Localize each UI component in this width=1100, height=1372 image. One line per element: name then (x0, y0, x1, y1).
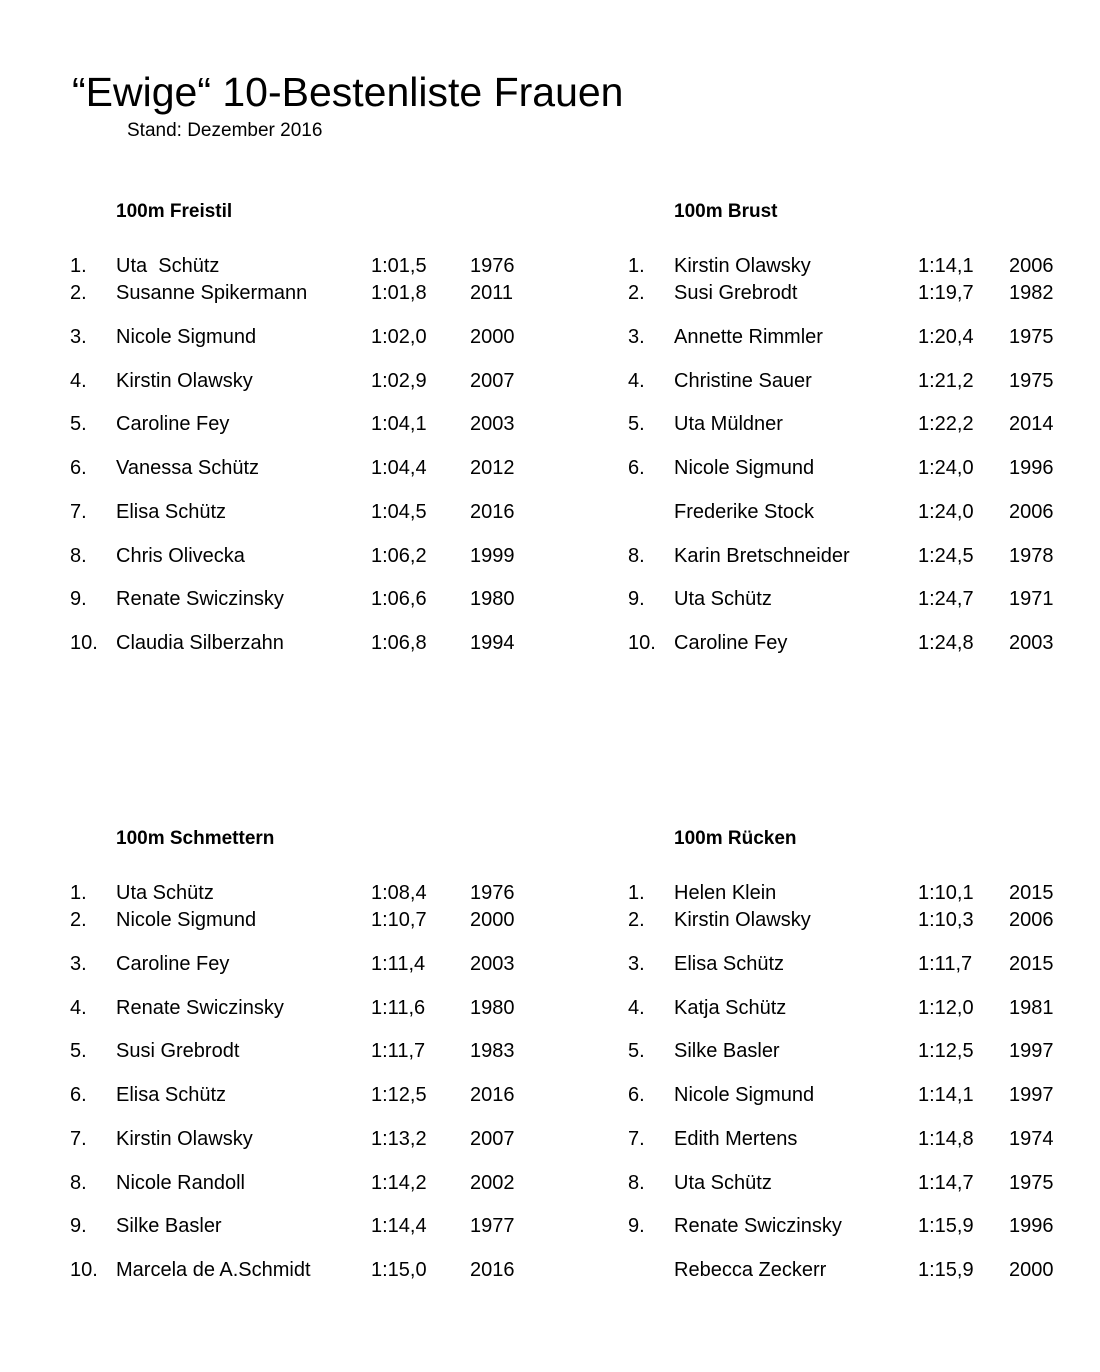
swim-time: 1:15,0 (371, 1259, 427, 1281)
rank-number: 3. (70, 326, 87, 348)
rank-number: 2. (70, 909, 87, 931)
swimmer-name: Elisa Schütz (116, 501, 227, 523)
record-year: 1971 (1009, 588, 1054, 610)
rank-number: 3. (628, 953, 645, 975)
record-year: 1983 (470, 1040, 515, 1062)
swim-time: 1:02,0 (371, 326, 427, 348)
record-year: 2015 (1009, 953, 1054, 975)
swimmer-name: Caroline Fey (674, 632, 788, 654)
swim-time: 1:12,5 (371, 1084, 427, 1106)
rank-number: 1. (628, 255, 645, 277)
record-year: 2000 (470, 909, 515, 931)
rank-number: 5. (70, 413, 87, 435)
record-year: 1976 (470, 882, 515, 904)
rank-number: 2. (628, 909, 645, 931)
rank-number: 8. (628, 545, 645, 567)
rank-number: 1. (628, 882, 645, 904)
swimmer-name: Uta Schütz (116, 882, 214, 904)
swimmer-name: Helen Klein (674, 882, 777, 904)
record-year: 2003 (1009, 632, 1054, 654)
swim-time: 1:01,8 (371, 282, 427, 304)
rank-number: 9. (70, 588, 87, 610)
swimmer-name: Kirstin Olawsky (674, 909, 811, 931)
swimmer-name: Uta Schütz (116, 255, 220, 277)
swim-time: 1:15,9 (918, 1215, 974, 1237)
swim-time: 1:24,8 (918, 632, 974, 654)
rank-number: 5. (628, 413, 645, 435)
swim-time: 1:04,4 (371, 457, 427, 479)
rank-number: 6. (70, 1084, 87, 1106)
swim-time: 1:12,5 (918, 1040, 974, 1062)
swim-time: 1:11,7 (918, 953, 973, 975)
record-year: 1997 (1009, 1084, 1054, 1106)
record-year: 2007 (470, 370, 515, 392)
swimmer-name: Renate Swiczinsky (116, 997, 284, 1019)
record-year: 1980 (470, 588, 515, 610)
record-year: 2007 (470, 1128, 515, 1150)
swim-time: 1:14,4 (371, 1215, 427, 1237)
swimmer-name: Vanessa Schütz (116, 457, 260, 479)
rank-number: 5. (70, 1040, 87, 1062)
rank-number: 7. (70, 1128, 87, 1150)
swim-time: 1:14,7 (918, 1172, 974, 1194)
rank-number: 9. (628, 1215, 645, 1237)
swim-time: 1:10,7 (371, 909, 427, 931)
record-year: 2016 (470, 1084, 515, 1106)
swimmer-name: Caroline Fey (116, 953, 230, 975)
record-year: 1980 (470, 997, 515, 1019)
swimmer-name: Elisa Schütz (674, 953, 785, 975)
swimmer-name: Chris Olivecka (116, 545, 245, 567)
record-year: 2011 (470, 282, 514, 304)
section-title: 100m Freistil (116, 201, 233, 222)
swimmer-name: Silke Basler (674, 1040, 780, 1062)
rank-number: 10. (70, 1259, 98, 1281)
swimmer-name: Silke Basler (116, 1215, 222, 1237)
swim-time: 1:10,1 (918, 882, 974, 904)
rank-number: 9. (628, 588, 645, 610)
rank-number: 5. (628, 1040, 645, 1062)
swim-time: 1:14,2 (371, 1172, 427, 1194)
swim-time: 1:22,2 (918, 413, 974, 435)
swimmer-name: Katja Schütz (674, 997, 787, 1019)
swimmer-name: Uta Schütz (674, 588, 772, 610)
swimmer-name: Nicole Sigmund (674, 1084, 815, 1106)
record-year: 2016 (470, 1259, 515, 1281)
swimmer-name: Rebecca Zeckerr (674, 1259, 827, 1281)
record-year: 2003 (470, 413, 515, 435)
record-year: 1982 (1009, 282, 1054, 304)
swim-time: 1:14,8 (918, 1128, 974, 1150)
rank-number: 3. (628, 326, 645, 348)
rank-number: 3. (70, 953, 87, 975)
record-year: 2006 (1009, 255, 1054, 277)
rank-number: 4. (628, 997, 645, 1019)
swim-time: 1:08,4 (371, 882, 427, 904)
record-year: 1977 (470, 1215, 515, 1237)
swim-time: 1:19,7 (918, 282, 974, 304)
swim-time: 1:12,0 (918, 997, 974, 1019)
record-year: 2002 (470, 1172, 515, 1194)
swimmer-name: Claudia Silberzahn (116, 632, 284, 654)
swimmer-name: Uta Müldner (674, 413, 783, 435)
swim-time: 1:10,3 (918, 909, 974, 931)
record-year: 2016 (470, 501, 515, 523)
swim-time: 1:06,8 (371, 632, 427, 654)
rank-number: 8. (70, 545, 87, 567)
swim-time: 1:24,0 (918, 501, 974, 523)
record-year: 1976 (470, 255, 515, 277)
swimmer-name: Nicole Sigmund (674, 457, 815, 479)
rank-number: 7. (628, 1128, 645, 1150)
record-year: 2000 (470, 326, 515, 348)
swim-time: 1:11,6 (371, 997, 426, 1019)
rank-number: 6. (628, 457, 645, 479)
swimmer-name: Elisa Schütz (116, 1084, 227, 1106)
record-year: 1975 (1009, 1172, 1054, 1194)
record-year: 1975 (1009, 326, 1054, 348)
swim-time: 1:01,5 (371, 255, 427, 277)
swimmer-name: Renate Swiczinsky (116, 588, 284, 610)
swimmer-name: Annette Rimmler (674, 326, 823, 348)
record-year: 1974 (1009, 1128, 1054, 1150)
record-year: 1975 (1009, 370, 1054, 392)
swim-time: 1:02,9 (371, 370, 427, 392)
swimmer-name: Caroline Fey (116, 413, 230, 435)
rank-number: 10. (628, 632, 656, 654)
swimmer-name: Edith Mertens (674, 1128, 798, 1150)
record-year: 2006 (1009, 501, 1054, 523)
record-year: 1981 (1009, 997, 1054, 1019)
record-year: 1999 (470, 545, 515, 567)
swim-time: 1:06,2 (371, 545, 427, 567)
rank-number: 7. (70, 501, 87, 523)
swimmer-name: Nicole Randoll (116, 1172, 245, 1194)
rank-number: 10. (70, 632, 98, 654)
record-year: 2015 (1009, 882, 1054, 904)
swim-time: 1:11,7 (371, 1040, 426, 1062)
swimmer-name: Kirstin Olawsky (674, 255, 811, 277)
swimmer-name: Susi Grebrodt (674, 282, 798, 304)
swim-time: 1:24,7 (918, 588, 974, 610)
section-title: 100m Brust (674, 201, 778, 222)
rank-number: 8. (628, 1172, 645, 1194)
record-year: 2003 (470, 953, 515, 975)
rank-number: 6. (70, 457, 87, 479)
record-year: 1996 (1009, 1215, 1054, 1237)
swimmer-name: Uta Schütz (674, 1172, 772, 1194)
swimmer-name: Frederike Stock (674, 501, 815, 523)
record-year: 1994 (470, 632, 515, 654)
rank-number: 4. (70, 997, 87, 1019)
swim-time: 1:14,1 (918, 255, 974, 277)
record-year: 2000 (1009, 1259, 1054, 1281)
rank-number: 4. (628, 370, 645, 392)
swimmer-name: Renate Swiczinsky (674, 1215, 842, 1237)
page-subtitle: Stand: Dezember 2016 (127, 120, 323, 141)
rank-number: 1. (70, 882, 87, 904)
swimmer-name: Kirstin Olawsky (116, 370, 253, 392)
record-year: 1978 (1009, 545, 1054, 567)
swim-time: 1:14,1 (918, 1084, 974, 1106)
swimmer-name: Nicole Sigmund (116, 326, 257, 348)
swim-time: 1:13,2 (371, 1128, 427, 1150)
swimmer-name: Karin Bretschneider (674, 545, 850, 567)
rank-number: 1. (70, 255, 87, 277)
swim-time: 1:11,4 (371, 953, 426, 975)
rank-number: 2. (70, 282, 87, 304)
swimmer-name: Kirstin Olawsky (116, 1128, 253, 1150)
rank-number: 6. (628, 1084, 645, 1106)
swim-time: 1:06,6 (371, 588, 427, 610)
rank-number: 8. (70, 1172, 87, 1194)
swimmer-name: Christine Sauer (674, 370, 812, 392)
section-title: 100m Schmettern (116, 828, 275, 849)
rank-number: 4. (70, 370, 87, 392)
swim-time: 1:20,4 (918, 326, 974, 348)
rank-number: 9. (70, 1215, 87, 1237)
section-title: 100m Rücken (674, 828, 797, 849)
swim-time: 1:04,5 (371, 501, 427, 523)
swim-time: 1:04,1 (371, 413, 427, 435)
record-year: 2014 (1009, 413, 1054, 435)
swimmer-name: Marcela de A.Schmidt (116, 1259, 311, 1281)
swim-time: 1:24,0 (918, 457, 974, 479)
record-year: 2012 (470, 457, 515, 479)
record-year: 1996 (1009, 457, 1054, 479)
swim-time: 1:21,2 (918, 370, 974, 392)
record-year: 2006 (1009, 909, 1054, 931)
record-year: 1997 (1009, 1040, 1054, 1062)
swimmer-name: Susanne Spikermann (116, 282, 308, 304)
swimmer-name: Nicole Sigmund (116, 909, 257, 931)
swim-time: 1:24,5 (918, 545, 974, 567)
page-title: “Ewige“ 10-Bestenliste Frauen (72, 69, 624, 115)
rank-number: 2. (628, 282, 645, 304)
swimmer-name: Susi Grebrodt (116, 1040, 240, 1062)
swim-time: 1:15,9 (918, 1259, 974, 1281)
